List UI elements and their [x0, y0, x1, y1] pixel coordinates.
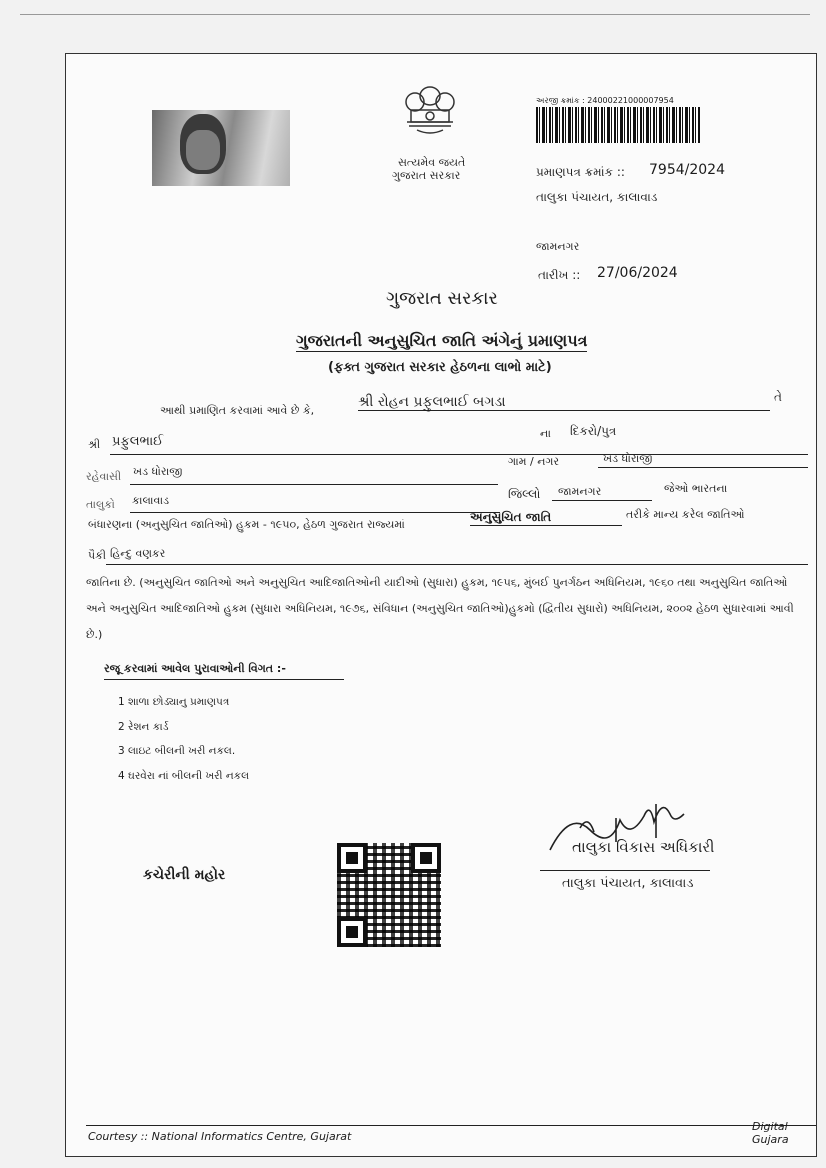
- evidence-list: [118, 690, 249, 788]
- evidence-item: 3 લાઇટ બીલની ખરી નકલ.: [118, 745, 236, 757]
- issuing-office: તાલુકા પંચાયત, કાલાવાડ: [536, 190, 658, 204]
- issue-date: 27/06/2024: [597, 265, 678, 281]
- evidence-item: 4 ઘરવેરા નાં બીલની ખરી નકલ: [118, 769, 250, 782]
- jillo-label: જિલ્લો: [508, 487, 541, 501]
- bharat-text: જેઓ ભારતના: [664, 482, 728, 495]
- father-name: પ્રફુલભાઈ: [112, 434, 164, 449]
- district-name: જામનગર: [558, 485, 602, 498]
- certificate-number: 7954/2024: [649, 162, 725, 178]
- photo-face: [186, 130, 220, 170]
- resident-label: રહેવાસી: [86, 470, 122, 483]
- evidence-item: 2 રેશન કાર્ડ: [118, 720, 169, 733]
- digital-gujarat-text: Digital Gujara: [752, 1120, 789, 1146]
- caste-name: હિન્દુ વણકર: [110, 547, 166, 560]
- govt-title: ગુજરાત સરકાર: [386, 288, 498, 309]
- qr-code: [337, 843, 441, 947]
- application-number: અરજી ક્રમાંક : 24000221000007954: [536, 96, 674, 105]
- village-underline: [598, 467, 808, 468]
- evidence-heading: રજૂ કરવામાં આવેલ પુરાવાઓની વિગત :-: [104, 662, 344, 680]
- page-top-line: [20, 14, 810, 15]
- sho-label: શ્રી: [88, 438, 101, 451]
- gam-label: ગામ / નગર: [508, 455, 560, 468]
- certificate-number-label: પ્રમાણપત્ર ક્રમાંક ::: [536, 165, 625, 179]
- caste-label: પૈકી: [88, 549, 107, 562]
- header-district: જામનગર: [536, 240, 580, 253]
- state-emblem-icon: [397, 82, 463, 154]
- date-label: તારીખ ::: [538, 268, 581, 282]
- taluka-name: કાલાવાડ: [132, 494, 170, 507]
- na-label: ના: [540, 427, 551, 440]
- certify-label: આથી પ્રમાણિત કરવામાં આવે છે કે,: [160, 404, 315, 417]
- barcode: [536, 107, 700, 143]
- legal-paragraph: જાતિના છે. (અનુસુચિત જાતિઓ અને અનુસુચિત આદિજાતિઓની યાદીઓ (સુધારા) હુકમ, ૧૯૫૬, મુંબઈ પુનર્ગઠન અધિનિયમ, ૧૯૬૦ તથા અનુસુચિત જાતિઓ અને અનુસુચિત આદિજાતિઓ હુકમ (સુધારા અધિનિયમ, ૧૯૭૬, સંવિધાન (અનુસુચિત જાતિઓ)હુકમો (દ્વિતીય સુધારો) અધિનિયમ, ૨૦૦૨ હેઠળ સુધારવામાં આવી છે.): [86, 576, 794, 641]
- signatory-office: તાલુકા પંચાયત, કાલાવાડ: [562, 876, 694, 891]
- candidate-name: શ્રી રોહન પ્રફુલભાઈ બગડા: [358, 394, 770, 411]
- act-text: બંધારણના (અનુસુચિત જાતિઓ) હુકમ - ૧૯૫૦, હેઠળ ગુજરાત રાજ્યમાં: [88, 518, 405, 531]
- caste-underline: [106, 564, 808, 565]
- resident-village: ખડ ધોરાજી: [133, 465, 183, 478]
- certificate-subtitle: (ફક્ત ગુજરાત સરકાર હેઠળના લાભો માટે): [328, 360, 552, 375]
- footer-rule: [86, 1125, 816, 1126]
- qr-finder: [411, 843, 441, 873]
- emblem-caption-2: ગુજરાત સરકાર: [392, 169, 461, 182]
- recognized-text: તરીકે માન્ય કરેલ જાતિઓ: [626, 508, 745, 521]
- emblem-caption-1: સત્યમેવ જયતે: [398, 156, 466, 169]
- signature-underline: [540, 870, 710, 871]
- category: અનુસુચિત જાતિ: [470, 510, 622, 526]
- resident-underline: [130, 484, 498, 485]
- signatory-title: તાલુકા વિકાસ અધિકારી: [572, 838, 715, 856]
- district-underline: [552, 500, 652, 501]
- qr-finder: [337, 843, 367, 873]
- taluka-label: તાલુકો: [86, 498, 115, 511]
- qr-finder: [337, 917, 367, 947]
- relation: દિકરો/પુત્ર: [570, 424, 617, 438]
- village-name: ખડ ધોરાજી: [603, 452, 653, 465]
- courtesy-text: Courtesy :: National Informatics Centre, Gujarat: [88, 1130, 352, 1143]
- office-seal-label: કચેરીની મહોર: [143, 867, 226, 883]
- certificate-title: ગુજરાતની અનુસુચિત જાતિ અંગેનું પ્રમાણપત્ર: [296, 331, 588, 350]
- evidence-item: 1 શાળા છોડ્યાનુ પ્રમાણપત્ર: [118, 696, 230, 708]
- taluka-underline: [130, 512, 500, 513]
- te-label: તે: [774, 390, 782, 404]
- applicant-photo: [152, 110, 290, 186]
- father-underline: [110, 454, 808, 455]
